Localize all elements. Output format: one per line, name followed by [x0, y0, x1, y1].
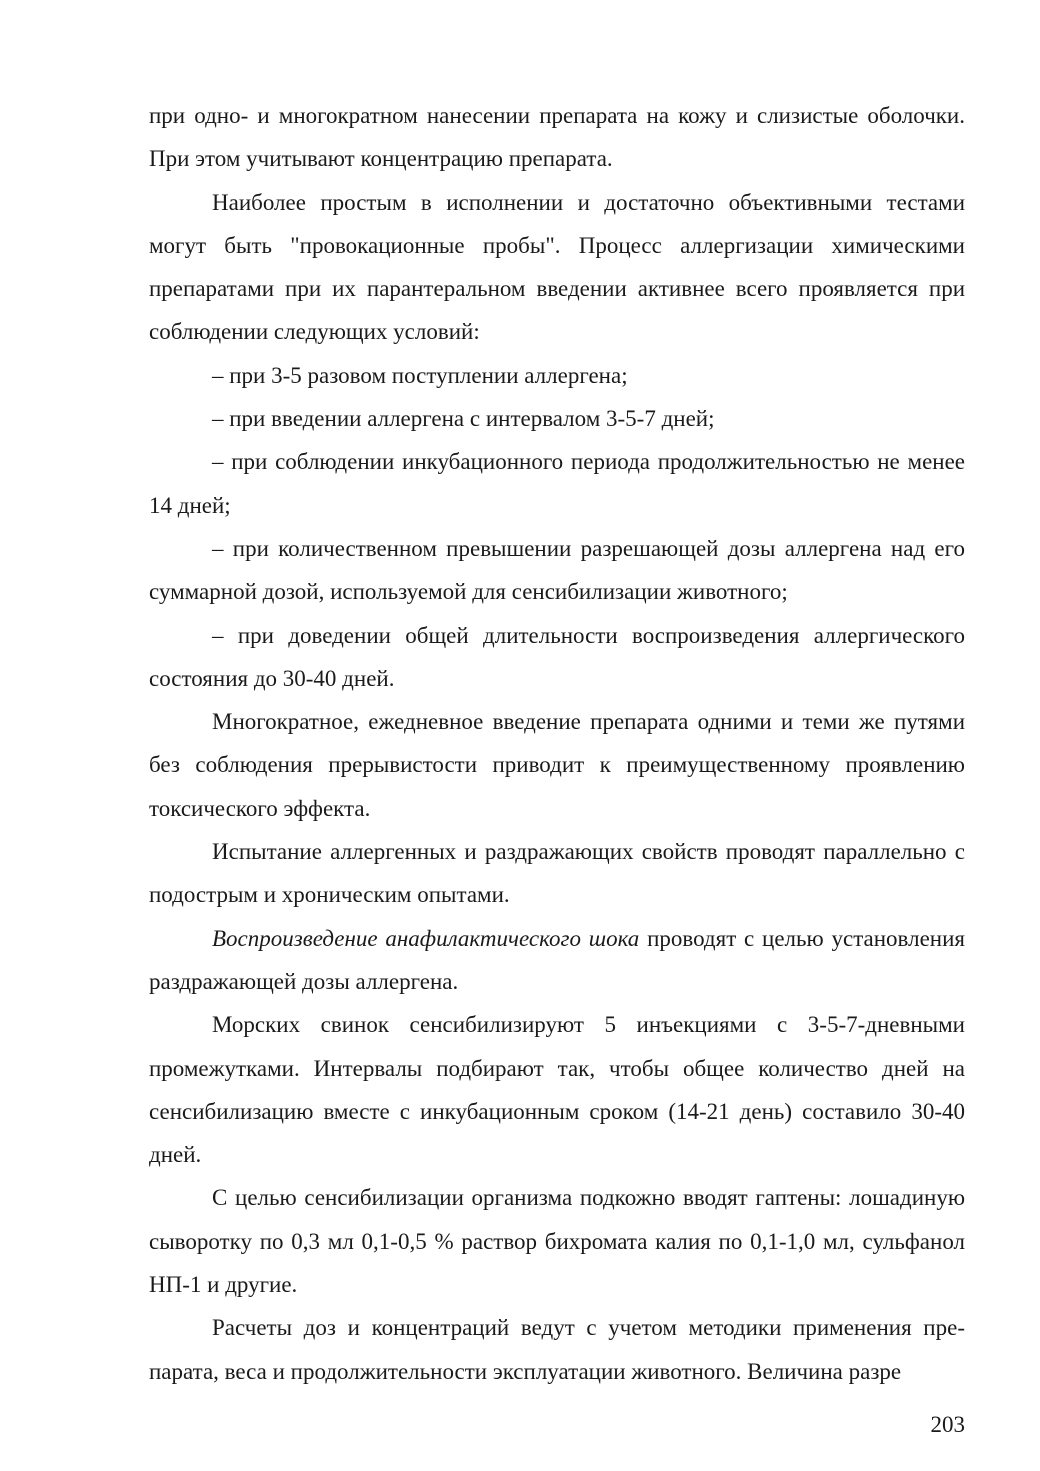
list-item-dose-excess: – при количественном превышении разрешающей дозы аллергена над его суммарной дозой, используемой для сенсибилизации животного; — [149, 535, 965, 605]
list-item-incubation: – при соблюдении инкубационного периода продолжительностью не менее 14 дней; — [149, 449, 965, 518]
paragraph-anaphylactic-shock — [149, 917, 965, 1004]
italic-term: Воспроизведение анафилактического шока — [212, 925, 640, 951]
paragraph-allergen-testing: Испытание аллергенных и раздражающих свойств проводят параллельно с подострым и хроническим опытами. — [149, 839, 965, 908]
document-page — [149, 94, 965, 1393]
list-item-dose-count: – при 3-5 разовом поступлении аллергена; — [212, 362, 628, 388]
paragraph-continuation: при одно- и многократном нанесении препарата на кожу и слизистые оболочки. При этом учитывают концентрацию препарата. — [149, 103, 965, 172]
paragraph-guinea-pigs: Морских свинок сенсибилизируют 5 инъекциями с 3-5-7-дневными промежутками. Интервалы подбирают так, чтобы общее количество дней на сенсибилизацию вместе с инкубационным сроком (14-21 день) составило 30-40 дней. — [149, 1012, 965, 1168]
list-item-interval: – при введении аллергена с интервалом 3-5-7 дней; — [212, 406, 715, 432]
page-number: 203 — [930, 1412, 965, 1437]
paragraph-dose-calculation: Расчеты доз и концентраций ведут с учетом методики применения препарата, веса и продолжительности эксплуатации животного. Величина разре — [149, 1315, 965, 1384]
paragraph-haptens: С целью сенсибилизации организма подкожно вводят гаптены: лошадиную сыворотку по 0,3 мл 0,1-0,5 % раствор бихромата калия по 0,1-1,0 мл, сульфанол НП-1 и другие. — [149, 1185, 965, 1298]
paragraph-text: проводят с целью установления раздражающей дозы аллергена. — [149, 925, 965, 994]
list-item-duration: – при доведении общей длительности воспроизведения аллергического состояния до 30-40 дней. — [149, 622, 965, 691]
paragraph-daily-administration: Многократное, ежедневное введение препарата одними и теми же путями без соблюдения прерывистости приводит к преимущественному проявлению токсического эффекта. — [149, 709, 965, 821]
paragraph-provocation-tests: Наиболее простым в исполнении и достаточно объективными тестами могут быть "провокационные пробы". Процесс аллергизации химическими препаратами при их парантеральном введении активнее всего проявляется при соблюдении следующих условий: — [149, 189, 965, 345]
